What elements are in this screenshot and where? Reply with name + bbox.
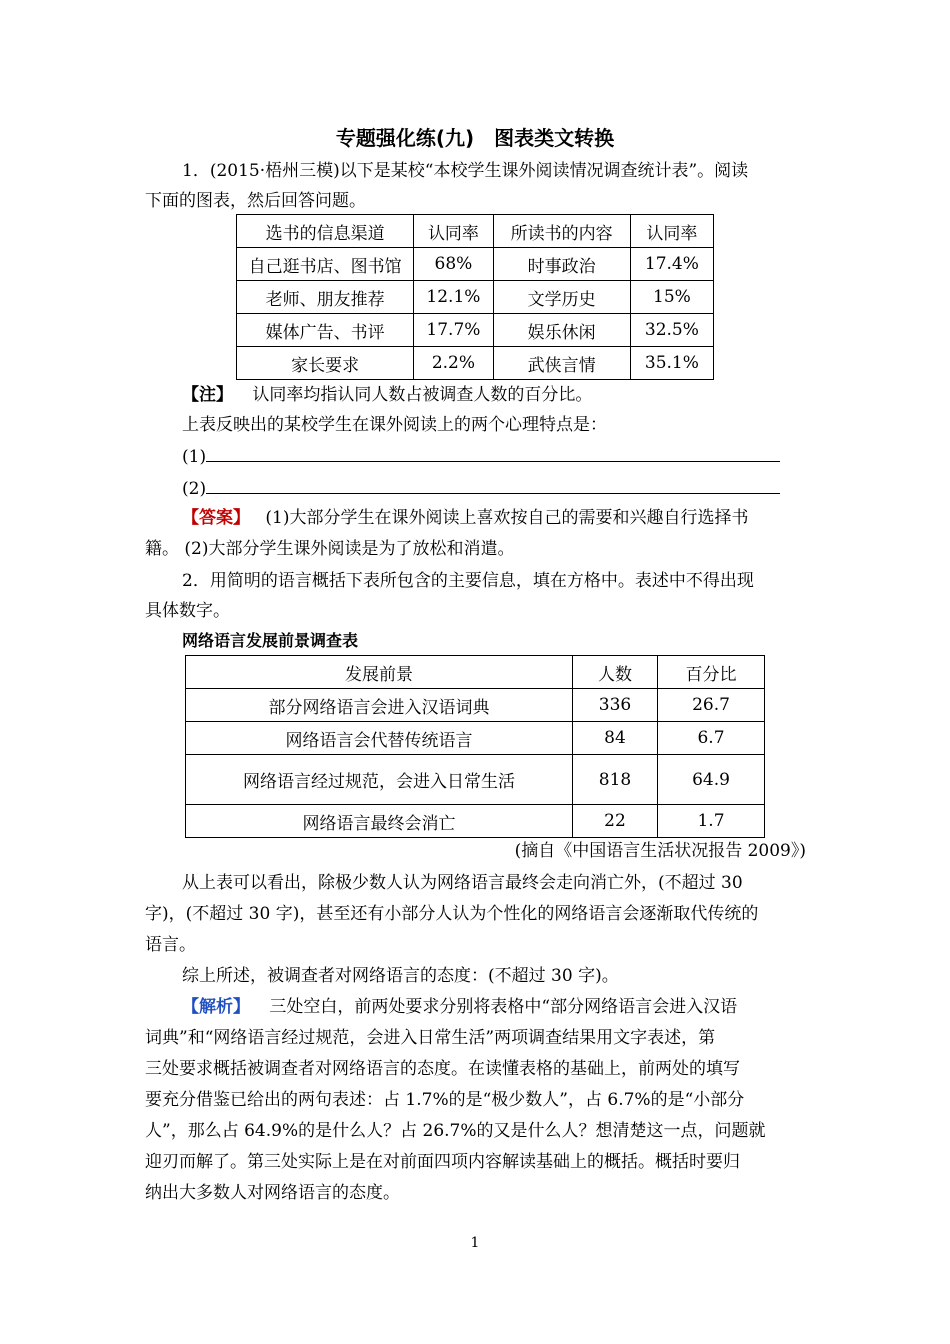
table-row (186, 722, 765, 755)
q2-para2: 综上所述，被调查者对网络语言的态度：(不超过 30 字)。 (182, 966, 619, 986)
table-header-cell: 所读书的内容 (493, 215, 630, 248)
table-cell: 12.1% (414, 281, 493, 314)
table-cell: 68% (414, 248, 493, 281)
answer-blank-1 (182, 445, 780, 468)
table-source: (摘自《中国语言生活状况报告 2009》) (514, 841, 806, 861)
table-row (186, 755, 765, 805)
table-cell: 84 (573, 722, 658, 755)
analysis-label: 【解析】 (182, 997, 250, 1017)
table-cell: 文学历史 (493, 281, 630, 314)
table-row (237, 248, 714, 281)
blank-number: (1) (182, 447, 207, 467)
q1-line-1: 1．(2015·梧州三模)以下是某校“本校学生课外阅读情况调查统计表”。阅读 (182, 161, 749, 181)
analysis-line: 纳出大多数人对网络语言的态度。 (145, 1183, 400, 1203)
table-header-cell: 百分比 (658, 656, 765, 689)
table-cell: 网络语言会代替传统语言 (186, 722, 573, 755)
table-cell: 时事政治 (493, 248, 630, 281)
q1-prompt: 上表反映出的某校学生在课外阅读上的两个心理特点是： (182, 415, 607, 435)
table-header-cell: 人数 (573, 656, 658, 689)
q2-para1-line-1: 从上表可以看出，除极少数人认为网络语言最终会走向消亡外，(不超过 30 (182, 873, 743, 893)
analysis-line-1 (182, 996, 737, 1018)
table-cell: 64.9 (658, 755, 765, 805)
note-text: 认同率均指认同人数占被调查人数的百分比。 (252, 385, 593, 405)
table-cell: 6.7 (658, 722, 765, 755)
q2-line-1: 2．用简明的语言概括下表所包含的主要信息，填在方格中。表述中不得出现 (182, 571, 754, 591)
table-row (237, 314, 714, 347)
blank-underline (206, 445, 780, 462)
table-cell: 老师、朋友推荐 (237, 281, 414, 314)
analysis-line: 迎刃而解了。第三处实际上是在对前面四项内容解读基础上的概括。概括时要归 (145, 1152, 740, 1172)
page-number: 1 (470, 1235, 480, 1251)
analysis-line: 要充分借鉴已给出的两句表述：占 1.7%的是“极少数人”，占 6.7%的是“小部分 (145, 1090, 745, 1110)
table-cell: 娱乐休闲 (493, 314, 630, 347)
table-cell: 网络语言经过规范，会进入日常生活 (186, 755, 573, 805)
table-cell: 武侠言情 (493, 347, 630, 380)
answer-text: (1)大部分学生在课外阅读上喜欢按自己的需要和兴趣自行选择书 (265, 508, 749, 528)
answer-line-2: 籍。 (2)大部分学生课外阅读是为了放松和消遣。 (145, 539, 515, 559)
table-cell: 22 (573, 805, 658, 838)
table-cell: 网络语言最终会消亡 (186, 805, 573, 838)
table-cell: 15% (630, 281, 713, 314)
network-language-table (185, 655, 765, 838)
analysis-line: 词典”和“网络语言经过规范，会进入日常生活”两项调查结果用文字表述，第 (145, 1028, 716, 1048)
q2-line-2: 具体数字。 (145, 601, 230, 621)
table-cell: 26.7 (658, 689, 765, 722)
analysis-text: 三处空白，前两处要求分别将表格中“部分网络语言会进入汉语 (269, 997, 738, 1017)
q2-para1-line-2: 字)，(不超过 30 字)，甚至还有小部分人认为个性化的网络语言会逐渐取代传统的 (145, 904, 759, 924)
note-line (182, 384, 592, 406)
q1-line-2: 下面的图表，然后回答问题。 (145, 191, 366, 211)
answer-blank-2 (182, 477, 780, 500)
table-header-row (237, 215, 714, 248)
table-cell: 自己逛书店、图书馆 (237, 248, 414, 281)
table-header-row (186, 656, 765, 689)
table-header-cell: 选书的信息渠道 (237, 215, 414, 248)
table-header-cell: 认同率 (414, 215, 493, 248)
answer-line-1 (182, 507, 749, 529)
table-cell: 17.7% (414, 314, 493, 347)
table-row (186, 689, 765, 722)
answer-label: 【答案】 (182, 508, 250, 528)
table-title: 网络语言发展前景调查表 (182, 631, 359, 650)
table-header-cell: 发展前景 (186, 656, 573, 689)
table-cell: 336 (573, 689, 658, 722)
table-header-cell: 认同率 (630, 215, 713, 248)
page-title: 专题强化练(九) 图表类文转换 (335, 126, 615, 150)
analysis-line: 三处要求概括被调查者对网络语言的态度。在读懂表格的基础上，前两处的填写 (145, 1059, 740, 1079)
analysis-line: 人”，那么占 64.9%的是什么人？占 26.7%的又是什么人？想清楚这一点，问题就 (145, 1121, 766, 1141)
blank-underline (206, 477, 780, 494)
table-cell: 部分网络语言会进入汉语词典 (186, 689, 573, 722)
blank-number: (2) (182, 479, 207, 499)
table-cell: 2.2% (414, 347, 493, 380)
reading-survey-table (236, 214, 714, 380)
table-cell: 17.4% (630, 248, 713, 281)
q2-para1-line-3: 语言。 (145, 935, 196, 955)
table-cell: 家长要求 (237, 347, 414, 380)
table-row (237, 281, 714, 314)
table-cell: 媒体广告、书评 (237, 314, 414, 347)
table-cell: 818 (573, 755, 658, 805)
table-cell: 1.7 (658, 805, 765, 838)
table-row (237, 347, 714, 380)
table-row (186, 805, 765, 838)
table-cell: 32.5% (630, 314, 713, 347)
note-label: 【注】 (182, 385, 233, 405)
table-cell: 35.1% (630, 347, 713, 380)
